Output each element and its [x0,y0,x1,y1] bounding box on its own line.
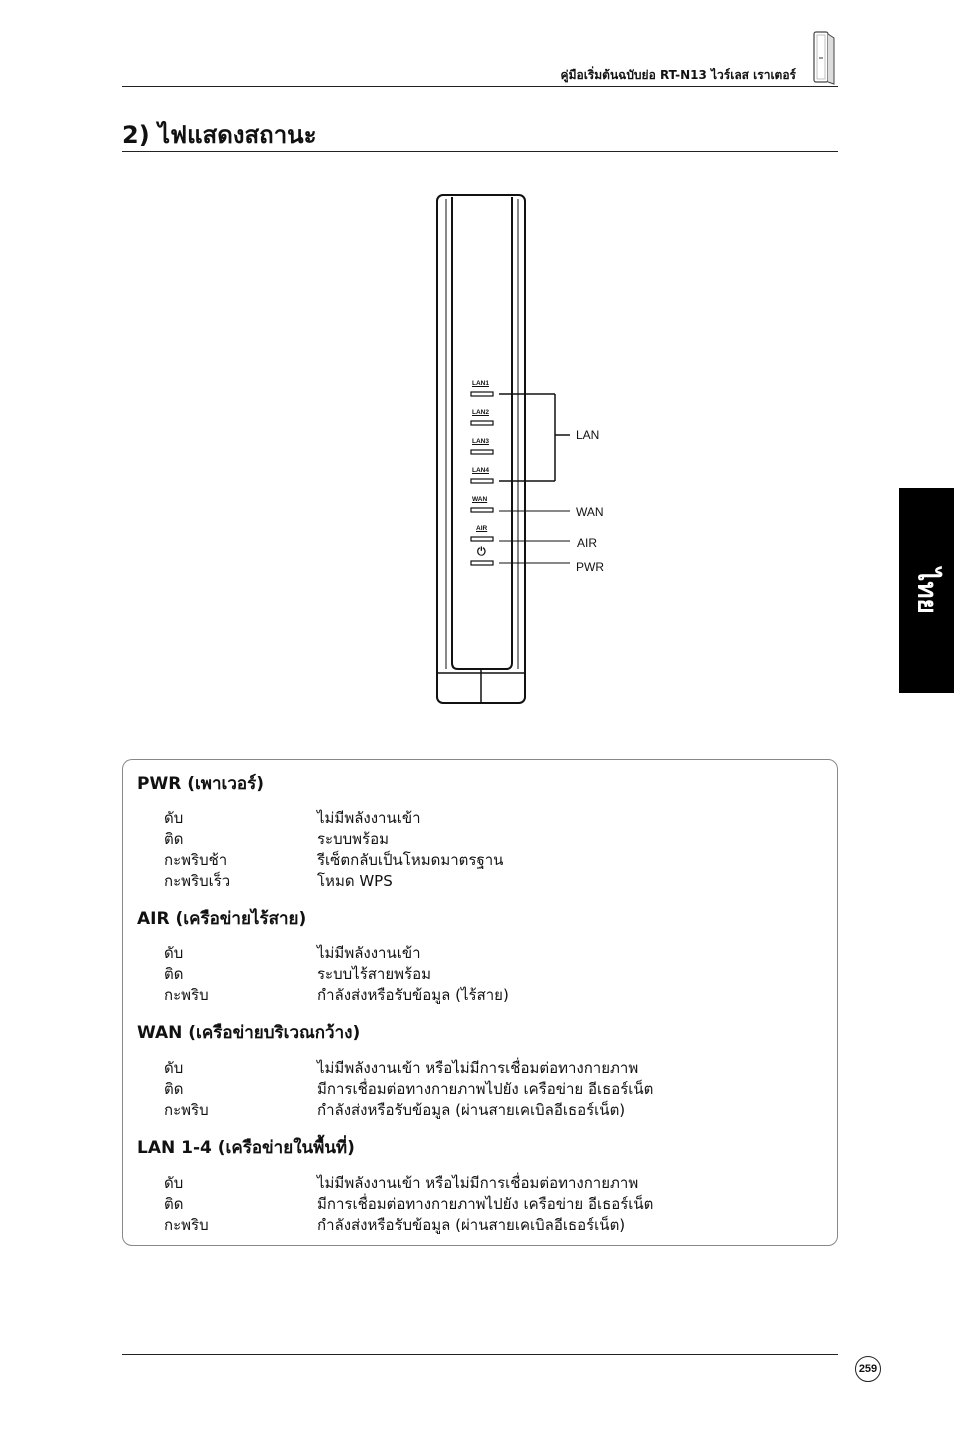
state-label: กะพริบ [164,1101,209,1119]
state-description: กำลังส่งหรือรับข้อมูล (ผ่านสายเคเบิลอีเธอร์เน็ต) [317,1216,626,1234]
state-label: ดับ [164,809,184,827]
lan-heading: LAN 1-4 (เครือข่ายในพื้นที่) [137,1138,355,1158]
callout-lan: LAN [576,428,600,442]
state-description: ไม่มีพลังงานเข้า หรือไม่มีการเชื่อมต่อทางกายภาพ [317,1059,639,1077]
led-label-air: AIR [476,525,488,532]
state-description: ไม่มีพลังงานเข้า [317,809,421,827]
state-label: ติด [164,1195,184,1213]
led-label-lan1: LAN1 [472,380,489,387]
title-rule [122,151,838,152]
state-description: มีการเชื่อมต่อทางกายภาพไปยัง เครือข่าย อีเธอร์เน็ต [317,1080,654,1098]
state-description: ระบบไร้สายพร้อม [317,965,431,983]
led-label-lan3: LAN3 [472,438,489,445]
header-rule [122,86,838,87]
state-label: ดับ [164,1174,184,1192]
state-label: กะพริบ [164,1216,209,1234]
page-number: 259 [855,1356,881,1382]
led-status-table [122,759,838,1246]
state-description: ไม่มีพลังงานเข้า หรือไม่มีการเชื่อมต่อทางกายภาพ [317,1174,639,1192]
state-description: มีการเชื่อมต่อทางกายภาพไปยัง เครือข่าย อีเธอร์เน็ต [317,1195,654,1213]
state-label: กะพริบ [164,986,209,1004]
state-description: รีเซ็ตกลับเป็นโหมดมาตรฐาน [317,851,504,869]
air-heading: AIR (เครือข่ายไร้สาย) [137,909,307,929]
callout-air: AIR [577,536,598,550]
state-description: ไม่มีพลังงานเข้า [317,944,421,962]
led-label-wan: WAN [472,496,488,503]
state-description: กำลังส่งหรือรับข้อมูล (ผ่านสายเคเบิลอีเธอร์เน็ต) [317,1101,626,1119]
callout-wan: WAN [576,505,604,519]
running-title: คู่มือเริ่มต้นฉบับย่อ RT-N13 ไวร์เลส เราเตอร์ [560,68,796,82]
led-label-lan2: LAN2 [472,409,489,416]
state-description: ระบบพร้อม [317,830,389,848]
power-icon: ⏻ [477,545,486,558]
pwr-heading: PWR (เพาเวอร์) [137,774,265,794]
footer-rule [122,1354,838,1355]
state-label: ติด [164,830,184,848]
router-thumbnail-icon [812,28,836,86]
state-label: ดับ [164,1059,184,1077]
language-tab-label: ไทย [911,567,941,614]
running-header [0,0,954,100]
state-label: กะพริบเร็ว [164,872,231,890]
state-label: ดับ [164,944,184,962]
callout-pwr: PWR [576,560,604,574]
wan-heading: WAN (เครือข่ายบริเวณกว้าง) [137,1023,361,1043]
state-label: กะพริบช้า [164,851,228,869]
section-title: 2) ไฟแสดงสถานะ [122,121,317,149]
state-description: กำลังส่งหรือรับข้อมูล (ไร้สาย) [317,986,509,1004]
router-front-panel-diagram [400,185,660,715]
state-label: ติด [164,965,184,983]
state-label: ติด [164,1080,184,1098]
language-tab [899,488,954,693]
state-description: โหมด WPS [317,872,393,890]
led-label-lan4: LAN4 [472,467,489,474]
router-body-drawing [400,185,660,715]
